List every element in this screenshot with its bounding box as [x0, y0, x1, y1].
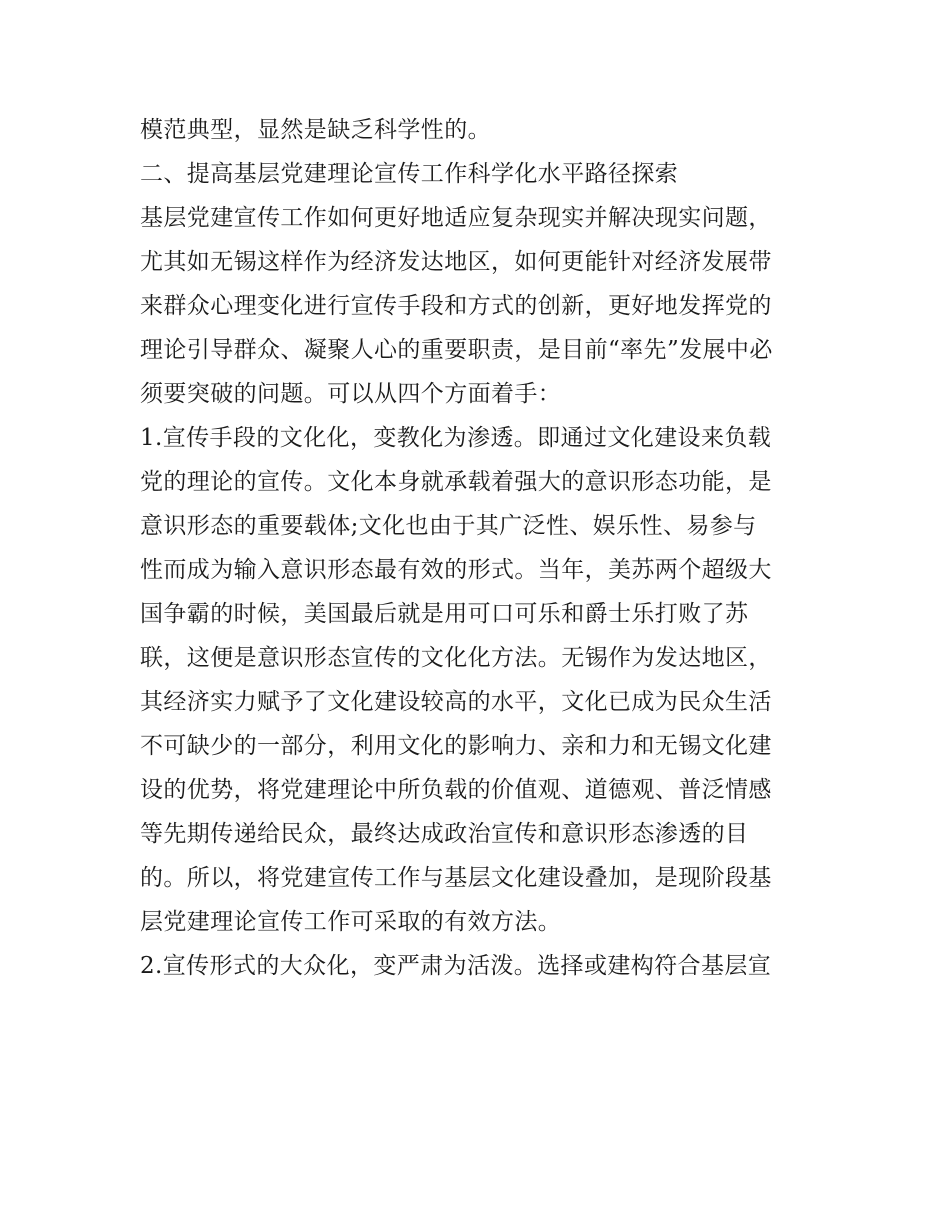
text-line: 模范典型，显然是缺乏科学性的。	[140, 117, 491, 143]
text-line: 基层党建宣传工作如何更好地适应复杂现实并解决现实问题，	[140, 205, 772, 231]
text-line: 不可缺少的一部分，利用文化的影响力、亲和力和无锡文化建	[140, 733, 772, 759]
text-line: 等先期传递给民众，最终达成政治宣传和意识形态渗透的目	[140, 821, 749, 847]
body-text	[140, 108, 820, 988]
text-line: 其经济实力赋予了文化建设较高的水平，文化已成为民众生活	[140, 689, 772, 715]
list-item-heading: 1.宣传手段的文化化，变教化为渗透。即通过文化建设来负载	[140, 425, 772, 451]
list-item-heading: 2.宣传形式的大众化，变严肃为活泼。选择或建构符合基层宣	[140, 953, 772, 979]
text-line: 尤其如无锡这样作为经济发达地区，如何更能针对经济发展带	[140, 249, 772, 275]
text-line: 来群众心理变化进行宣传手段和方式的创新，更好地发挥党的	[140, 293, 772, 319]
text-line: 联，这便是意识形态宣传的文化化方法。无锡作为发达地区，	[140, 645, 772, 671]
text-line: 须要突破的问题。可以从四个方面着手：	[140, 381, 562, 407]
text-line: 意识形态的重要载体;文化也由于其广泛性、娱乐性、易参与	[140, 513, 757, 539]
text-line: 性而成为输入意识形态最有效的形式。当年，美苏两个超级大	[140, 557, 772, 583]
text-line: 设的优势，将党建理论中所负载的价值观、道德观、普泛情感	[140, 777, 772, 803]
section-heading: 二、提高基层党建理论宣传工作科学化水平路径探索	[140, 161, 679, 187]
text-line: 的。所以，将党建宣传工作与基层文化建设叠加，是现阶段基	[140, 865, 772, 891]
text-line: 党的理论的宣传。文化本身就承载着强大的意识形态功能，是	[140, 469, 772, 495]
text-line: 国争霸的时候，美国最后就是用可口可乐和爵士乐打败了苏	[140, 601, 749, 627]
text-line: 理论引导群众、凝聚人心的重要职责，是目前“率先”发展中必	[140, 337, 773, 363]
text-line: 层党建理论宣传工作可采取的有效方法。	[140, 909, 562, 935]
